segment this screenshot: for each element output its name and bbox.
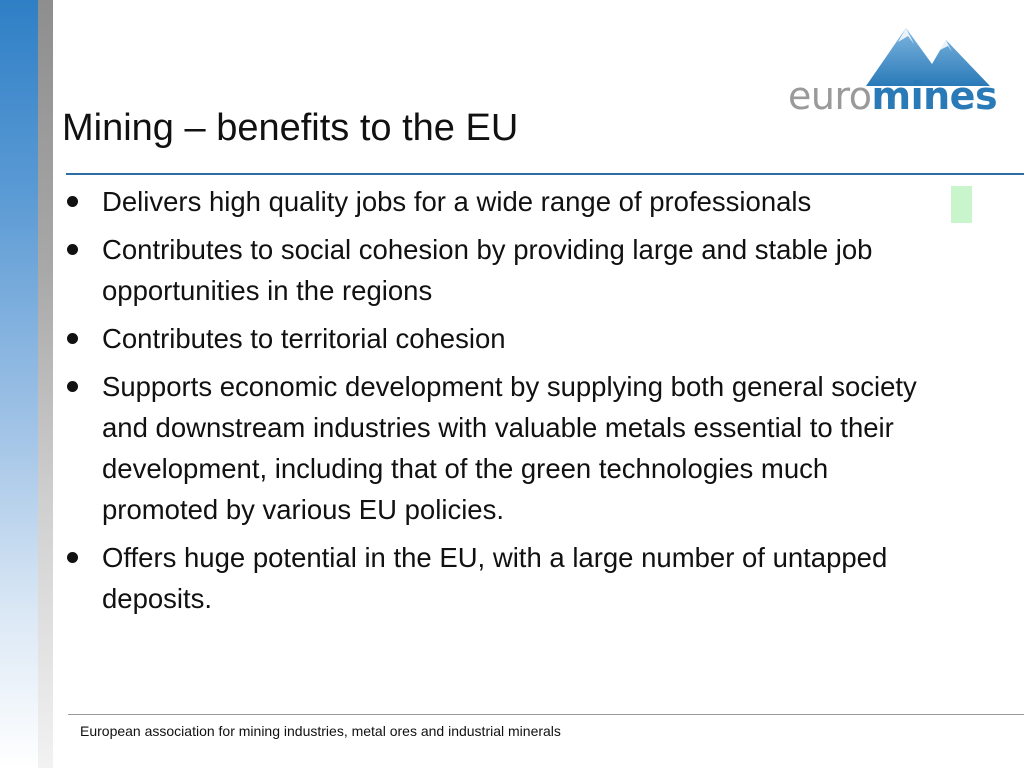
bullet-dot-icon	[67, 552, 78, 563]
bullet-item	[62, 318, 942, 359]
bullet-item	[62, 366, 942, 530]
bullet-text: Offers huge potential in the EU, with a large number of untapped deposits.	[102, 542, 888, 614]
bullet-text: Contributes to social cohesion by providing large and stable job opportunities in the regions	[102, 234, 873, 306]
footer-divider	[68, 714, 1024, 715]
bullet-text: Supports economic development by supplying both general society and downstream industries with valuable metals essential to their development, including that of the green technologies much promoted by various EU policies.	[102, 371, 917, 525]
bullet-list	[62, 181, 942, 626]
bullet-item	[62, 229, 942, 311]
left-decorative-bar	[0, 0, 38, 768]
bullet-dot-icon	[67, 196, 78, 207]
bullet-dot-icon	[67, 333, 78, 344]
footer-text: European association for mining industries, metal ores and industrial minerals	[80, 723, 561, 739]
bullet-dot-icon	[67, 381, 78, 392]
logo-text-euro: euro	[788, 74, 872, 118]
accent-mark	[951, 186, 972, 223]
logo-wordmark	[788, 74, 997, 118]
euromines-logo	[780, 24, 1000, 124]
slide-title: Mining – benefits to the EU	[62, 107, 519, 149]
title-divider	[66, 173, 1024, 175]
bullet-item	[62, 181, 942, 222]
bullet-text: Contributes to territorial cohesion	[102, 323, 506, 354]
bullet-dot-icon	[67, 244, 78, 255]
bullet-text: Delivers high quality jobs for a wide range of professionals	[102, 186, 812, 217]
logo-text-mines: mines	[871, 74, 998, 118]
bullet-item	[62, 537, 942, 619]
left-decorative-bar-edge	[38, 0, 53, 768]
